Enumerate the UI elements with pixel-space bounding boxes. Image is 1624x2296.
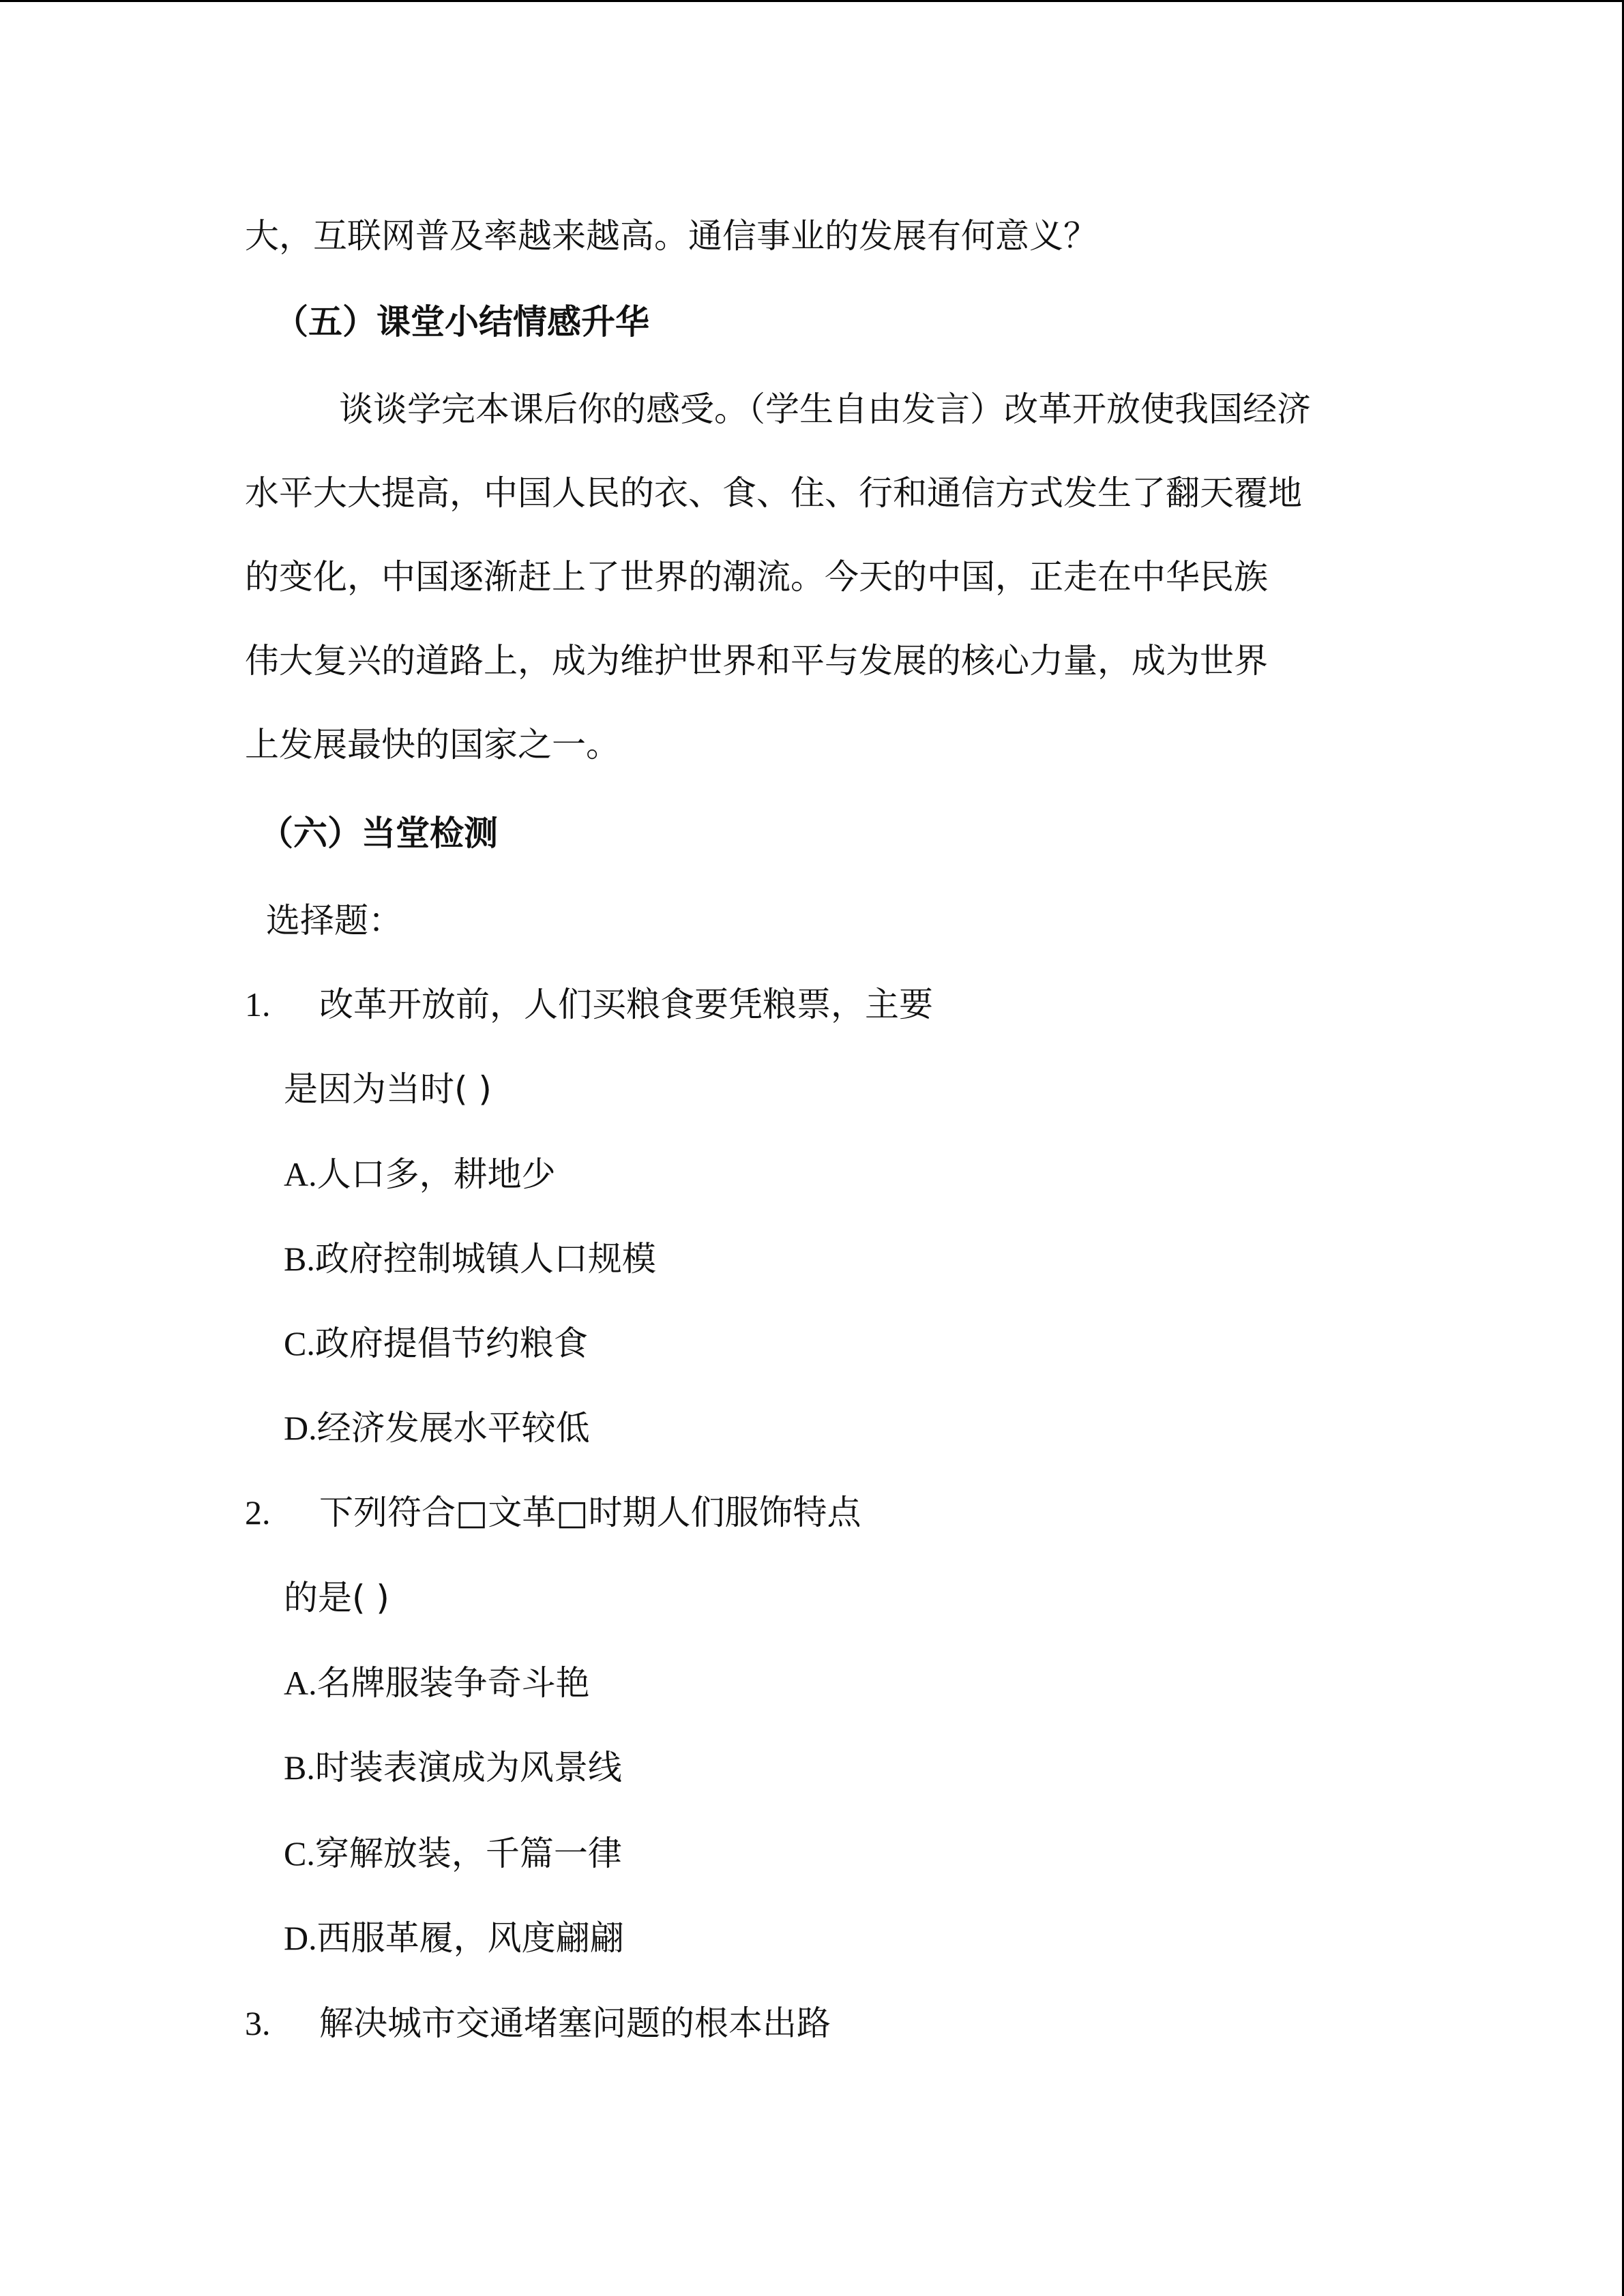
section6-subheading: 选择题： (266, 901, 402, 940)
paragraph-line: 上发展最快的国家之一。 (245, 725, 620, 764)
option-text: 名牌服装争奇斗艳 (316, 1663, 590, 1703)
option-letter: B. (284, 1748, 315, 1787)
option-letter: A. (284, 1664, 317, 1702)
section5-heading: （五）课堂小结情感升华 (274, 302, 649, 342)
option-letter: D. (284, 1409, 317, 1447)
question-stem-continued: 的是( ) (284, 1578, 389, 1617)
question-stem-continued: 是因为当时( ) (284, 1069, 492, 1109)
paragraph-line: 谈谈学完本课后你的感受。（学生自由发言）改革开放使我国经济 (339, 389, 1311, 429)
option-letter: C. (284, 1834, 315, 1873)
option-text: 经济发展水平较低 (316, 1408, 590, 1448)
question-number: 2. (245, 1493, 271, 1532)
option-text: 政府提倡节约粮食 (314, 1324, 588, 1363)
section6-heading: （六）当堂检测 (259, 814, 498, 853)
paragraph-line: 水平大大提高，中国人民的衣、食、住、行和通信方式发生了翻天覆地 (245, 473, 1302, 513)
paragraph-line: 的变化，中国逐渐赶上了世界的潮流。今天的中国，正走在中华民族 (245, 557, 1268, 597)
question-number: 3. (245, 2004, 271, 2042)
question-stem: 下列符合□文革□时期人们服饰特点 (319, 1493, 861, 1532)
option-text: 时装表演成为风景线 (314, 1748, 622, 1787)
continuation-line: 大，互联网普及率越来越高。通信事业的发展有何意义？ (245, 216, 1097, 256)
option-b (284, 1237, 656, 1281)
option-c (284, 1832, 622, 1875)
option-letter: C. (284, 1324, 315, 1362)
option-text: 穿解放装，千篇一律 (314, 1834, 622, 1873)
option-b (284, 1746, 622, 1789)
option-a (284, 1661, 590, 1705)
question-stem: 改革开放前，人们买粮食要凭粮票，主要 (319, 985, 933, 1024)
option-d (284, 1916, 624, 1960)
question-number: 1. (245, 985, 271, 1024)
option-text: 西服革履，风度翩翩 (316, 1918, 624, 1958)
option-letter: D. (284, 1919, 317, 1957)
top-border-line (0, 0, 1624, 2)
option-text: 人口多，耕地少 (316, 1154, 556, 1194)
option-c (284, 1322, 588, 1365)
option-d (284, 1406, 590, 1450)
option-a (284, 1152, 556, 1196)
option-letter: A. (284, 1155, 317, 1193)
paragraph-line: 伟大复兴的道路上，成为维护世界和平与发展的核心力量，成为世界 (245, 641, 1268, 681)
option-text: 政府控制城镇人口规模 (314, 1239, 656, 1279)
question-stem: 解决城市交通堵塞问题的根本出路 (319, 2003, 831, 2043)
option-letter: B. (284, 1240, 315, 1278)
